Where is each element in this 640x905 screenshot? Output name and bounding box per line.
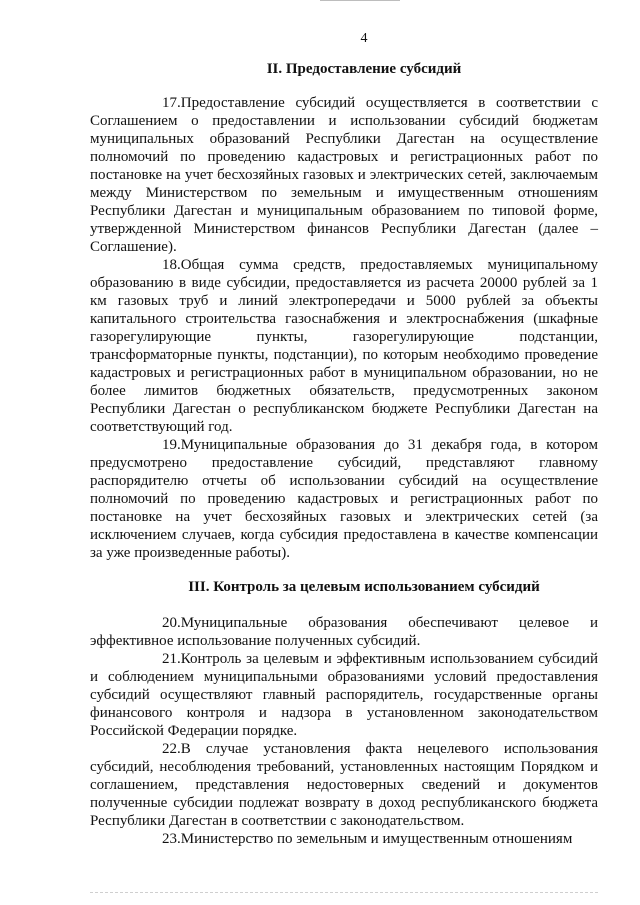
paragraph-text: Министерство по земельным и имущественным отношениям	[180, 831, 573, 847]
paragraph-number: 23.	[162, 831, 181, 847]
section-title-provision: II. Предоставление субсидий	[266, 61, 462, 77]
paragraph-20	[90, 614, 598, 650]
paragraph-21	[90, 650, 598, 740]
paragraph-22	[90, 740, 598, 830]
paragraph-text: В случае установления факта нецелевого использования субсидий, несоблюдения требований, установленных настоящим Порядком и соглашением, представления недостоверных сведений и документов полученные субсидии подлежат возврату в доход республиканского бюджета Республики Дагестан в соответствии с законодательством.	[90, 741, 598, 829]
paragraph-number: 21.	[162, 651, 181, 667]
paragraph-number: 17.	[162, 95, 181, 111]
paragraph-number: 18.	[162, 257, 181, 273]
paragraph-23	[90, 830, 598, 848]
paragraph-17	[90, 94, 598, 256]
paragraph-text: Общая сумма средств, предоставляемых муниципальному образованию в виде субсидии, предоставляется из расчета 20000 рублей за 1 км газовых труб и линий электропередачи и 5000 рублей за объекты капитального строительства газоснабжения и электроснабжения (шкафные газорегулирующие пункты, газорегулирующие подстанции, трансформаторные пункты, подстанции), по которым необходимо проведение кадастровых и регистрационных работ в муниципальном образовании, но не более лимитов бюджетных обязательств, предусмотренных законом Республики Дагестан о республиканском бюджете Республики Дагестан на соответствующий год.	[90, 257, 598, 435]
paragraph-number: 20.	[162, 615, 181, 631]
paragraph-number: 22.	[162, 741, 181, 757]
paragraph-text: Контроль за целевым и эффективным использованием субсидий и соблюдением муниципальными образованиями условий предоставления субсидий осуществляют главный распорядитель, государственные органы финансового контроля и надзора в установленном законодательством Российской Федерации порядке.	[90, 651, 598, 739]
paragraph-number: 19.	[162, 437, 181, 453]
paragraph-text: Муниципальные образования обеспечивают целевое и эффективное использование полученных субсидий.	[90, 615, 598, 649]
paragraph-18	[90, 256, 598, 436]
page-number: 4	[360, 31, 368, 46]
paragraph-text: Предоставление субсидий осуществляется в соответствии с Соглашением о предоставлении и использовании субсидий бюджетам муниципальных образований Республики Дагестан на осуществление полномочий по проведению кадастровых и регистрационных работ по постановке на учет бесхозяйных газовых и электрических сетей, заключаемым между Министерством по земельным и имущественным отношениям Республики Дагестан и муниципальным образованием по типовой форме, утвержденной Министерством финансов Республики Дагестан (далее – Соглашение).	[90, 95, 598, 255]
paragraph-text: Муниципальные образования до 31 декабря года, в котором предусмотрено предоставление субсидий, представляют главному распорядителю отчеты об использовании субсидий на осуществление полномочий по проведению кадастровых и регистрационных работ по постановке на учет бесхозяйных газовых и электрических сетей (за исключением случаев, когда субсидия предоставлена в качестве компенсации за уже произведенные работы).	[90, 437, 598, 561]
paragraph-19	[90, 436, 598, 562]
page-bottom-edge	[90, 892, 598, 894]
section-title-control: III. Контроль за целевым использованием субсидий	[188, 579, 540, 595]
